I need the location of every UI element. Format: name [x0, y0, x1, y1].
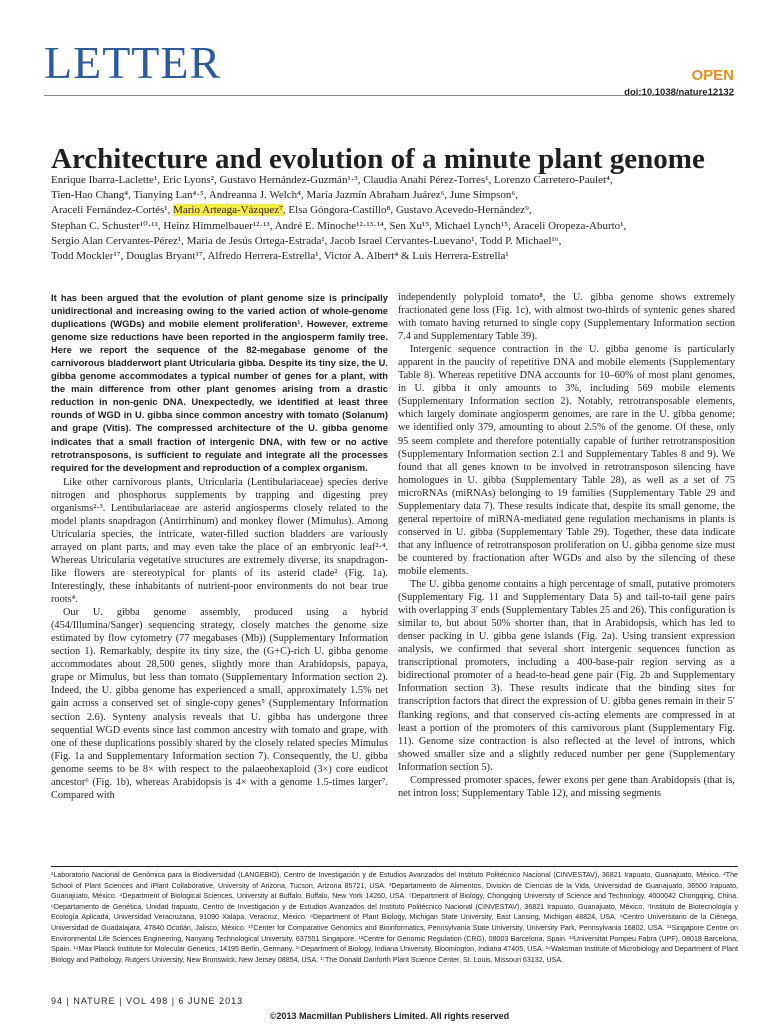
body-paragraph: Our U. gibba genome assembly, produced using a hybrid (454/Illumina/Sanger) sequencing strategy, closely matches the genome size estimated by flow cytometry (77 megabases (Mb)) (Supplementary Information section 1). Remarkably, despite its tiny size, the (G+C)-rich U. gibba genome accommodates about 28,500 genes, slightly more than Arabidopsis, papaya, grape or Mimulus, but less than tomato (Supplementary Information section 2). Indeed, the U. gibba genome has experienced a small, approximately 1.5% net gain across a conserved set of single-copy genes⁵ (Supplementary Information section 2.6). Synteny analysis reveals that U. gibba has undergone three sequential WGD events since last common ancestry with tomato and grape, with one of these duplications possibly shared by the closely related species Mimulus (Fig. 1a and Supplementary Information section 7). Consequently, the U. gibba genome seems to be 8× with respect to the palaeohexaploid (3×) core eudicot ancestor⁶ (Fig. 1b), whereas Arabidopsis is 4× with a genome 1.5-times larger⁷. Compared with — [51, 607, 388, 801]
copyright-notice: ©2013 Macmillan Publishers Limited. All rights reserved — [269, 1011, 510, 1021]
author-text: , Elsa Góngora-Castillo⁸, Gustavo Acevedo-Hernández⁹, — [282, 204, 532, 217]
section-label: LETTER — [44, 37, 222, 88]
author-line: Enrique Ibarra-Laclette¹, Eric Lyons², Gustavo Hernández-Guzmán¹·³, Claudia Anahí Pérez-Torres¹, Lorenzo Carretero-Paulet⁴, — [51, 174, 613, 186]
author-line: Todd Mockler¹⁷, Douglas Bryant¹⁷, Alfredo Herrera-Estrella¹, Victor A. Albert⁴ & Luis Herrera-Estrella¹ — [51, 250, 509, 263]
doi-link[interactable]: doi:10.1038/nature12132 — [624, 87, 734, 98]
body-column-right — [398, 291, 735, 800]
body-paragraph: The U. gibba genome contains a high percentage of small, putative promoters (Supplementary Fig. 11 and Supplementary Data 5) and tail-to-tail gene pairs with overlapping 3′ ends (Supplementary Tables 25 and 26). This configuration is similar to, but about 50% shorter than, that in Arabidopsis, which has led to denser packing in U. gibba gene islands (Fig. 2a). Using transient expression analysis, we confirmed that several short intergenic sequences function as transcriptional promoters, including a 400-base-pair region serving as a bidirectional promoter of a head-to-head gene pair (Fig. 2b and Supplementary Information section 3). These results indicate that the binding sites for transcription factors that direct the expression of U. gibba genes remain in their 5′ flanking regions, and that conserved cis-acting elements are compressed in at least a portion of the promoters of this carnivorous plant (Supplementary Fig. 11). Genome size contraction is also reflected at the level of introns, which showed smaller size and a slightly reduced number per gene (Supplementary Information section 5). — [398, 579, 735, 773]
body-paragraph: Like other carnivorous plants, Utricularia (Lentibulariaceae) species derive nitrogen and phosphorus supplements by trapping and digesting prey organisms²·³. Lentibulariaceae are asterid angiosperms closely related to the model plants snapdragon (Antirrhinum) and monkey flower (Mimulus). Among Utricularia species, the intricate, water-filled suction bladders are variously arrayed on plant parts, and may even take the place of an embryonic leaf²·⁴. Whereas Utricularia vegetative structures are extremely diverse, its snapdragon-like flowers are stereotypical for plants of its asterid clade² (Fig. 1a). Interestingly, these inhabitants of nutrient-poor environments do not bear true roots⁴. — [51, 476, 388, 606]
open-access-label: OPEN — [691, 67, 734, 84]
author-list — [51, 173, 741, 264]
author-text: Araceli Fernández-Cortés¹, — [51, 204, 174, 217]
abstract: It has been argued that the evolution of plant genome size is principally unidirectional and increasing owing to the varied action of whole-genome duplications (WGDs) and mobile element proliferation¹. However, extreme genome size reductions have been reported in the angiosperm family tree. Here we report the sequence of the 82-megabase genome of the carnivorous bladderwort plant Utricularia gibba. Despite its tiny size, the U. gibba genome accommodates a typical number of genes for a plant, with the main difference from other plant genomes arising from a drastic reduction in non-genic DNA. Unexpectedly, we identified at least three rounds of WGD in U. gibba since common ancestry with tomato (Solanum) and grape (Vitis). The compressed architecture of the U. gibba genome indicates that a small fraction of intergenic DNA, with few or no active retrotransposons, is sufficient to regulate and integrate all the processes required for the development and reproduction of a complex organism. — [51, 292, 388, 473]
highlighted-author: Mario Arteaga-Vázquez⁷ — [173, 204, 283, 217]
body-paragraph: Compressed promoter spaces, fewer exons per gene than Arabidopsis (that is, net intron loss; Supplementary Table 12), and missing segments — [398, 774, 735, 799]
author-line: Sergio Alan Cervantes-Pérez¹, María de Jesús Ortega-Estrada¹, Jacob Israel Cervantes-Luevano¹, Todd P. Michael¹⁶, — [51, 234, 562, 247]
author-line — [51, 203, 741, 218]
author-line: Tien-Hao Chang⁴, Tianying Lan⁴·⁵, Andreanna J. Welch⁴, María Jazmín Abraham Juárez⁶, June Simpson⁶, — [51, 189, 518, 202]
article-title: Architecture and evolution of a minute plant genome — [51, 143, 705, 176]
affiliations: ¹Laboratorio Nacional de Genómica para la Biodiversidad (LANGEBIO), Centro de Investigación y de Estudios Avanzados del Instituto Politécnico Nacional (CINVESTAV), 36821 Irapuato, Guanajuato, México. ²The School of Plant Sciences and iPlant Collaborative, University of Arizona, Tucson, Arizona 85721, USA. ³Departamento de Alimentos, División de Ciencias de la Vida, Universidad de Guanajuato, 36500 Irapuato, Guanajuato, México. ⁴Department of Biological Sciences, University at Buffalo, Buffalo, New York 14260, USA. ⁵Department of Biology, Chongqing University of Science and Technology, 4000042 Chongqing, China. ⁶Departamento de Genética, Unidad Irapuato, Centro de Investigación y de Estudios Avanzados del Instituto Politécnico Nacional (CINVESTAV), 36821 Irapuato, Guanajuato, México. ⁷Instituto de Biotecnología y Ecología Aplicada, Universidad Veracruzana, 91090 Xalapa, Veracruz, México. ⁸Department of Plant Biology, Michigan State University, East Lansing, Michigan 48824, USA. ⁹Centro Universitario de la Ciénega, Universidad de Guadalajara, 47840 Ocotlán, Jalisco, México. ¹⁰Center for Comparative Genomics and Bioinformatics, Pennsylvania State University, University Park, Pennsylvania 16802, USA. ¹¹Singapore Centre on Environmental Life Sciences Engineering, Nanyang Technological University, 637551 Singapore. ¹²Centre for Genomic Regulation (CRG), 08003 Barcelona, Spain. ¹³Universitat Pompeu Fabra (UPF), 08018 Barcelona, Spain. ¹⁴Max Planck Institute for Molecular Genetics, 14195 Berlin, Germany. ¹⁵Department of Biology, Indiana University, Bloomington, Indiana 47405, USA. ¹⁶Waksman Institute of Microbiology and Department of Plant Biology and Pathology, Rutgers University, New Brunswick, New Jersey 08854, USA. ¹⁷The Donald Danforth Plant Science Center, St. Louis, Missouri 63132, USA. — [51, 871, 738, 964]
page-footer: 94 | NATURE | VOL 498 | 6 JUNE 2013 — [51, 996, 244, 1006]
body-paragraph: Intergenic sequence contraction in the U. gibba genome is particularly apparent in the paucity of repetitive DNA and mobile elements (Supplementary Table 8). Whereas repetitive DNA accounts for 10–60% of most plant genomes, in U. gibba it only amounts to 3%, including 569 mobile elements (Supplementary Information section 2). Notably, retrotransposable elements, which largely dominate angiosperm genomes, are rare in the U. gibba genome; we identified only 379, amounting to about 2.5% of the genome. Of these, only 95 seem complete and therefore potentially capable of further retrotransposition (Supplementary Information section 2.1 and Supplementary Tables 8 and 9). We found that all genes known to be involved in retrotransposon silencing have homologues in U. gibba (Supplementary Table 28), as well as a set of 75 microRNAs (miRNAs) belonging to 19 families (Supplementary Table 29 and Supplementary data 7). These results indicate that, despite its small genome, the general repertoire of miRNA-mediated gene regulation mechanisms in plants is conserved in U. gibba (Supplementary Table 29). Together, these data indicate that any influence of retrotransposon proliferation on U. gibba genome size must be countered by fractionation after WGDs and also by the silencing of these mobile elements. — [398, 344, 735, 577]
affiliations-rule — [51, 866, 738, 867]
body-column-left — [51, 291, 388, 802]
body-paragraph: independently polyploid tomato⁸, the U. gibba genome shows extremely fractionated gene loss (Fig. 1c), with almost two-thirds of syntenic genes shared with tomato having returned to single copy (Supplementary Information section 7.4 and Supplementary Table 39). — [398, 292, 735, 343]
author-line: Stephan C. Schuster¹⁰·¹¹, Heinz Himmelbauer¹²·¹³, André E. Minoche¹²·¹³·¹⁴, Sen Xu¹⁵, Michael Lynch¹⁵, Araceli Oropeza-Aburto¹, — [51, 219, 627, 232]
